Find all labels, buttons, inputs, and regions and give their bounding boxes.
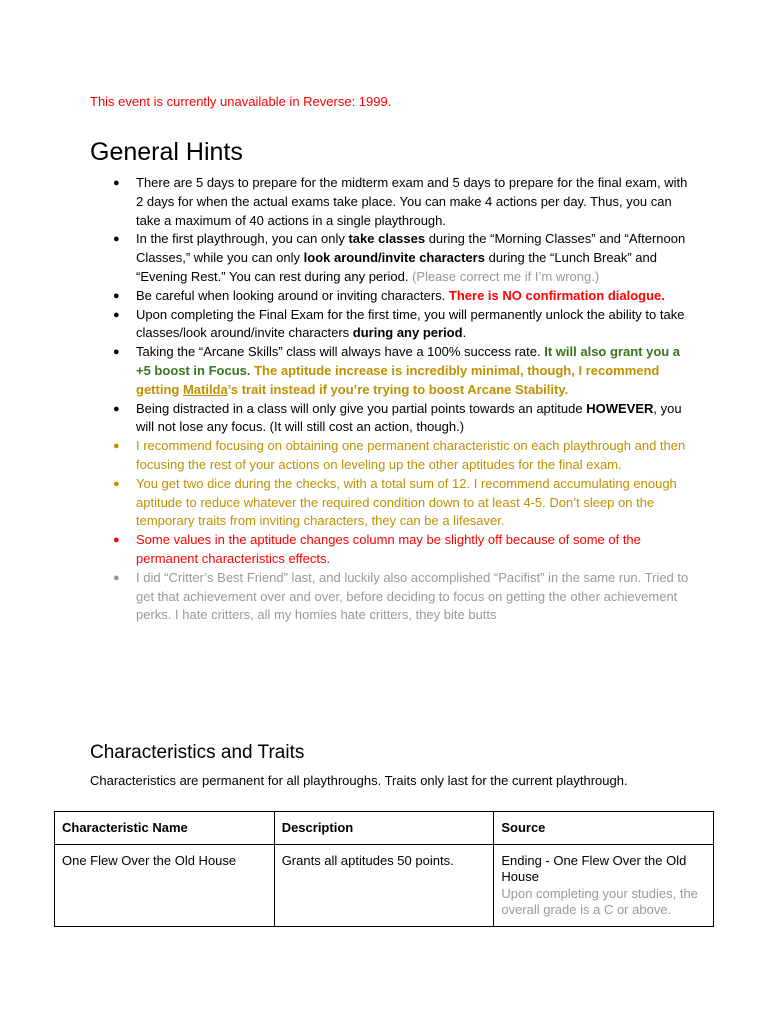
hint-text-segment: In the first playthrough, you can only: [136, 231, 349, 247]
hint-text-segment: , you will not lose any focus. (It will still cost an action, though.): [136, 400, 682, 435]
table-header-source: Source: [494, 812, 714, 845]
bullet-icon: ●: [113, 233, 120, 246]
table-row: [55, 844, 714, 926]
hint-text-segment: HOWEVER: [586, 400, 654, 416]
hint-text-segment: (Please correct me if I’m wrong.): [412, 268, 600, 284]
hint-text-segment: I recommend focusing on obtaining one permanent characteristic on each playthrough and then focusing the rest of your actions on leveling up the other aptitudes for the final exam.: [136, 438, 686, 472]
hint-text-segment: There are 5 days to prepare for the midterm exam and 5 days to prepare for the final exam, with 2 days for when the actual exams take place. You can make 4 actions per day. Thus, you can take a maximum of 40 actions in a single playthrough.: [136, 175, 688, 228]
list-item: [90, 400, 690, 438]
event-notice: This event is currently unavailable in Reverse: 1999.: [90, 94, 392, 109]
list-item: [90, 475, 690, 531]
hint-text-segment: .: [462, 325, 467, 341]
list-item: [90, 230, 690, 286]
hint-text-segment: I did “Critter’s Best Friend” last, and luckily also accomplished “Pacifist” in the same run. Tried to get that achievement over and over, before deciding to focus on getting the other achievement perks. I hate critters, all my homies hate critters, they bite butts: [136, 569, 689, 623]
hint-text-segment: It will also grant you a +5 boost in Focus.: [136, 344, 681, 378]
hint-text-segment: Be careful when looking around or inviting characters.: [136, 287, 449, 303]
table-header-description: Description: [274, 812, 494, 845]
list-item: [90, 343, 690, 399]
hint-text-segment: Taking the “Arcane Skills” class will always have a 100% success rate.: [136, 344, 545, 360]
hint-text-segment: take classes: [348, 231, 426, 247]
hint-text-segment: during any period: [352, 325, 463, 341]
characteristics-intro: Characteristics are permanent for all playthroughs. Traits only last for the current playthrough.: [90, 773, 628, 788]
hint-text-segment: Upon completing the Final Exam for the first time, you will permanently unlock the ability to take classes/look around/invite characters: [136, 306, 685, 341]
characteristic-source-cell: [494, 844, 714, 926]
hint-text-segment: ’s trait instead if you’re trying to boost Arcane Stability.: [227, 381, 569, 397]
hint-text-segment: You get two dice during the checks, with a total sum of 12. I recommend accumulating enough aptitude to reduce whatever the required condition down to at least 4-5. Don’t sleep on the temporary traits from inviting characters, they can be a lifesaver.: [136, 475, 677, 529]
general-hints-heading: General Hints: [90, 138, 243, 166]
list-item: [90, 174, 690, 230]
bullet-icon: ●: [113, 571, 120, 584]
bullet-icon: ●: [113, 289, 120, 302]
bullet-icon: ●: [113, 177, 120, 189]
source-text: Ending - One Flew Over the Old House: [501, 852, 687, 884]
table-header-row: [55, 812, 714, 845]
hint-text-segment: The aptitude increase is incredibly minimal, though, I recommend getting: [136, 362, 660, 397]
hint-text-segment: during the “Morning Classes” and “Afternoon Classes,” while you can only: [136, 231, 686, 266]
hint-text-segment: look around/invite characters: [303, 250, 485, 266]
hint-text-segment: Being distracted in a class will only give you partial points towards an aptitude: [136, 400, 587, 416]
hint-text-segment: Matilda: [182, 381, 228, 397]
characteristics-heading: Characteristics and Traits: [90, 742, 305, 763]
hint-text-segment: There is NO confirmation dialogue.: [448, 287, 665, 303]
list-item: [90, 569, 690, 625]
bullet-icon: ●: [113, 534, 120, 547]
list-item: [90, 287, 690, 306]
hint-text-segment: during the “Lunch Break” and “Evening Rest.” You can rest during any period.: [136, 250, 657, 284]
bullet-icon: ●: [113, 346, 120, 359]
bullet-icon: ●: [113, 308, 120, 321]
list-item: [90, 306, 690, 344]
bullet-icon: ●: [113, 402, 120, 415]
bullet-icon: ●: [113, 440, 120, 453]
characteristics-table: [54, 811, 714, 927]
bullet-icon: ●: [113, 477, 120, 490]
hint-text-segment: Some values in the aptitude changes column may be slightly off because of some of the permanent characteristics effects.: [136, 532, 641, 566]
characteristic-name-cell: One Flew Over the Old House: [55, 844, 275, 926]
characteristic-description-cell: Grants all aptitudes 50 points.: [274, 844, 494, 926]
hints-list: [90, 174, 690, 625]
list-item: [90, 531, 690, 569]
source-note: Upon completing your studies, the overall grade is a C or above.: [501, 885, 698, 917]
table-header-name: Characteristic Name: [55, 812, 275, 845]
list-item: [90, 437, 690, 475]
